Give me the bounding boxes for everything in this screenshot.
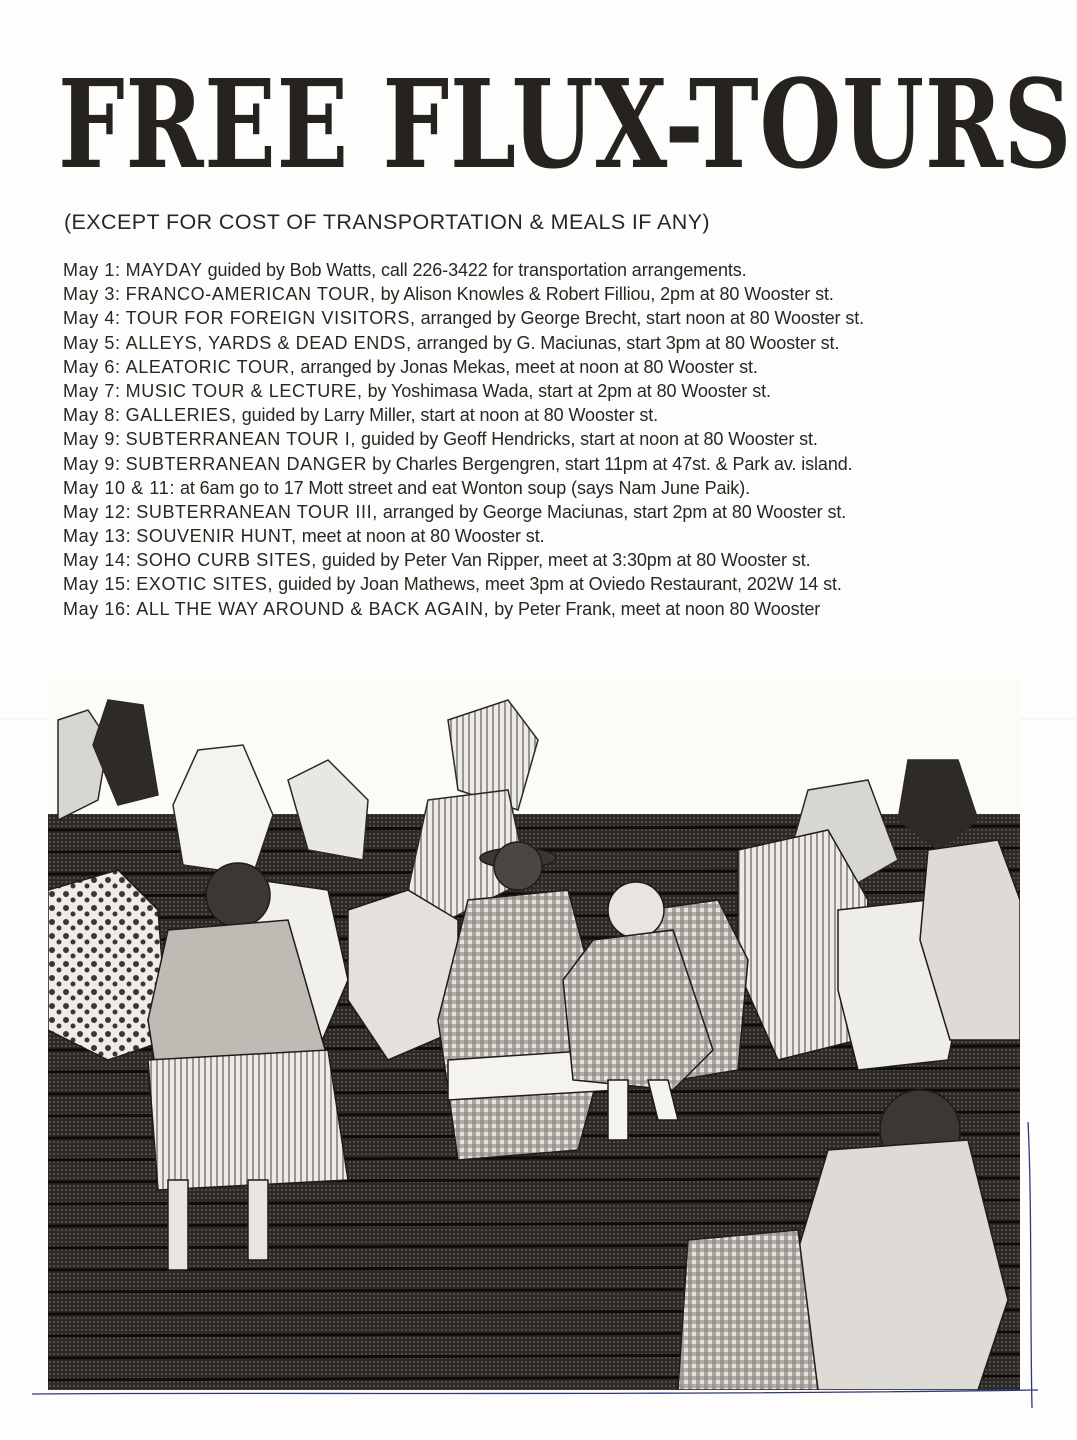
tour-detail: guided by Peter Van Ripper, meet at 3:30pm at 80 Wooster st. — [321, 550, 811, 571]
tour-detail: by Charles Bergengren, start 11pm at 47st. & Park av. island. — [372, 453, 853, 474]
tour-name: SUBTERRANEAN TOUR I, — [125, 429, 357, 450]
tour-entry — [63, 476, 1053, 500]
tour-date: May 14: — [63, 550, 132, 571]
tour-date: May 9: — [63, 429, 121, 450]
tour-name: SOUVENIR HUNT, — [136, 526, 297, 547]
tour-date: May 12: — [63, 501, 132, 522]
pen-mark-right — [1020, 1120, 1040, 1410]
tour-date: May 6: — [63, 356, 121, 377]
tour-name: SUBTERRANEAN DANGER — [125, 453, 368, 474]
tour-entry — [63, 306, 1053, 330]
tour-date: May 3: — [63, 284, 121, 305]
tour-schedule — [63, 258, 1053, 621]
tour-entry — [63, 548, 1053, 572]
tour-date: May 1: — [63, 260, 121, 280]
tour-detail: at 6am go to 17 Mott street and eat Wonton soup (says Nam June Paik). — [179, 477, 751, 498]
tour-name: SUBTERRANEAN TOUR III, — [136, 501, 378, 522]
tour-entry — [63, 403, 1053, 427]
tour-detail: guided by Bob Watts, call 226-3422 for transportation arrangements. — [207, 260, 747, 280]
tour-entry — [63, 427, 1053, 451]
tour-name: GALLERIES, — [125, 405, 237, 426]
pen-stroke — [1028, 1122, 1032, 1408]
tour-name: MUSIC TOUR & LECTURE, — [125, 380, 363, 401]
poster-title: FREE FLUX-TOURS — [58, 52, 1073, 196]
tour-date: May 8: — [63, 405, 121, 426]
tour-date: May 15: — [63, 574, 132, 595]
tour-entry — [63, 572, 1053, 596]
tour-name: SOHO CURB SITES, — [136, 550, 317, 571]
tour-detail: by Peter Frank, meet at noon 80 Wooster — [494, 598, 821, 619]
tour-date: May 5: — [63, 332, 121, 353]
tour-entry — [63, 258, 1053, 282]
tour-detail: by Alison Knowles & Robert Filliou, 2pm at 80 Wooster st. — [380, 284, 834, 305]
tour-entry — [63, 500, 1053, 524]
tour-detail: by Yoshimasa Wada, start at 2pm at 80 Wooster st. — [367, 380, 771, 401]
children-climbing-steps-photo — [48, 680, 1020, 1390]
pen-mark-bottom — [30, 1384, 1040, 1414]
tour-detail: guided by Joan Mathews, meet 3pm at Oviedo Restaurant, 202W 14 st. — [278, 574, 842, 595]
tour-date: May 10 & 11: — [63, 477, 175, 498]
tour-date: May 4: — [63, 308, 121, 329]
tour-entry — [63, 331, 1053, 355]
tour-name: FRANCO-AMERICAN TOUR, — [125, 284, 376, 305]
tour-name: ALEATORIC TOUR, — [125, 356, 296, 377]
tour-date: May 9: — [63, 453, 121, 474]
poster-subtitle: (EXCEPT FOR COST OF TRANSPORTATION & MEALS IF ANY) — [64, 210, 710, 234]
tour-name: TOUR FOR FOREIGN VISITORS, — [125, 308, 416, 329]
tour-date: May 7: — [63, 380, 121, 401]
tour-date: May 13: — [63, 526, 132, 547]
tour-detail: guided by Larry Miller, start at noon at 80 Wooster st. — [241, 405, 659, 426]
tour-detail: meet at noon at 80 Wooster st. — [301, 526, 545, 547]
tour-name: ALL THE WAY AROUND & BACK AGAIN, — [136, 598, 490, 619]
tour-detail: arranged by George Maciunas, start 2pm at 80 Wooster st. — [382, 501, 847, 522]
pen-stroke — [32, 1390, 1038, 1394]
tour-name: ALLEYS, YARDS & DEAD ENDS, — [125, 332, 412, 353]
tour-entry — [63, 452, 1053, 476]
tour-detail: arranged by G. Maciunas, start 3pm at 80 Wooster st. — [416, 332, 840, 353]
tour-date: May 16: — [63, 598, 132, 619]
tour-entry — [63, 597, 1053, 621]
tour-detail: arranged by George Brecht, start noon at 80 Wooster st. — [420, 308, 865, 329]
tour-name: EXOTIC SITES, — [136, 574, 274, 595]
tour-detail: guided by Geoff Hendricks, start at noon at 80 Wooster st. — [361, 429, 818, 450]
tour-entry — [63, 282, 1053, 306]
tour-detail: arranged by Jonas Mekas, meet at noon at 80 Wooster st. — [300, 356, 758, 377]
tour-entry — [63, 524, 1053, 548]
tour-entry — [63, 379, 1053, 403]
tour-name: MAYDAY — [125, 260, 203, 280]
tour-entry — [63, 355, 1053, 379]
